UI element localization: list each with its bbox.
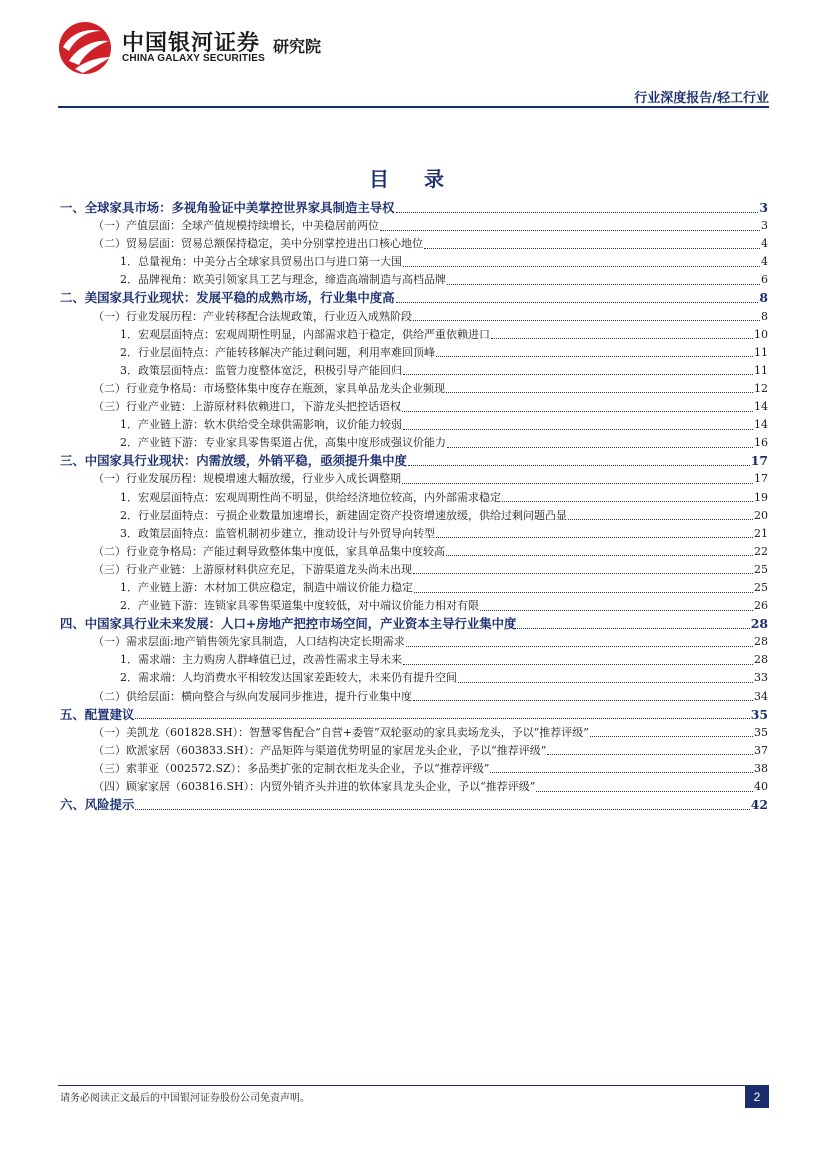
toc-leader-dots [380, 218, 760, 231]
toc-entry-page: 16 [754, 436, 768, 450]
toc-entry[interactable] [60, 253, 768, 271]
toc-leader-dots [424, 236, 760, 249]
toc-entry-text: 1．总量视角：中美分占全球家具贸易出口与进口第一大国 [120, 255, 402, 269]
toc-leader-dots [413, 688, 753, 701]
toc-entry-text: （一）行业发展历程：规模增速大幅放缓，行业步入成长调整期 [93, 472, 401, 486]
logo-chinese-name: 中国银河证券 [122, 31, 261, 56]
toc-entry-text: 五、配置建议 [60, 706, 135, 722]
toc-leader-dots [502, 489, 753, 502]
toc-leader-dots [436, 344, 753, 357]
toc-leader-dots [547, 742, 753, 755]
toc-entry[interactable] [60, 489, 768, 507]
toc-entry-text: 1．宏观层面特点：宏观周期性明显，内部需求趋于稳定，供给严重依赖进口 [120, 327, 490, 341]
toc-entry[interactable] [60, 308, 768, 326]
toc-entry-page: 22 [754, 544, 768, 558]
toc-leader-dots [414, 580, 753, 593]
toc-entry-page: 19 [754, 490, 768, 504]
toc-leader-dots [480, 598, 753, 611]
toc-entry-page: 25 [754, 562, 768, 576]
toc-entry-text: 六、风险提示 [60, 797, 135, 813]
toc-entry-page: 37 [754, 743, 768, 757]
toc-entry[interactable] [60, 688, 768, 706]
toc-entry-text: （三）行业产业链：上游原材料供应充足，下游渠道龙头尚未出现 [93, 562, 412, 576]
toc-entry-page: 26 [754, 599, 768, 613]
toc-leader-dots [447, 272, 760, 285]
toc-entry-page: 35 [754, 725, 768, 739]
toc-entry-text: （三）行业产业链：上游原材料依赖进口，下游龙头把控话语权 [93, 400, 401, 414]
toc-entry[interactable] [60, 543, 768, 561]
table-of-contents [60, 199, 768, 814]
toc-entry-text: 二、美国家具行业现状：发展平稳的成熟市场，行业集中度高 [60, 290, 395, 306]
toc-entry-page: 10 [754, 327, 768, 341]
toc-leader-dots [402, 399, 753, 412]
toc-entry[interactable] [60, 289, 768, 307]
toc-entry-page: 42 [750, 797, 768, 813]
toc-leader-dots [396, 290, 759, 303]
toc-entry[interactable] [60, 760, 768, 778]
toc-entry[interactable] [60, 669, 768, 687]
toc-entry-text: 2．行业层面特点：亏损企业数量加速增长，新建固定资产投资增速放缓，供给过剩问题凸显 [120, 508, 567, 522]
toc-leader-dots [436, 525, 753, 538]
toc-leader-dots [408, 453, 750, 466]
toc-leader-dots [413, 561, 753, 574]
toc-entry-page: 33 [754, 671, 768, 685]
toc-entry-page: 12 [754, 381, 768, 395]
toc-entry-page: 40 [754, 780, 768, 793]
toc-entry-page: 3 [759, 200, 768, 215]
toc-entry-page: 28 [754, 653, 768, 667]
toc-entry[interactable] [60, 742, 768, 760]
toc-leader-dots [135, 706, 749, 719]
toc-entry-text: （二）行业竞争格局：市场整体集中度存在瓶颈，家具单品龙头企业频现 [93, 381, 445, 395]
toc-leader-dots [458, 670, 753, 683]
toc-entry[interactable] [60, 362, 768, 380]
toc-entry-text: 1．产业链上游：软木供给受全球供需影响，议价能力较弱 [120, 418, 402, 432]
toc-entry[interactable] [60, 326, 768, 344]
toc-entry[interactable] [60, 525, 768, 543]
toc-entry-text: （一）产值层面：全球产值规模持续增长，中美稳居前两位 [93, 219, 379, 233]
logo-institute: 研究院 [273, 37, 322, 56]
toc-entry-text: （二）供给层面：横向整合与纵向发展同步推进，提升行业集中度 [93, 689, 412, 703]
toc-entry-text: （四）顾家家居（603816.SH）：内贸外销齐头并进的软体家具龙头企业，予以“推荐评级” [93, 780, 536, 793]
toc-entry-page: 35 [750, 706, 768, 722]
toc-entry[interactable] [60, 416, 768, 434]
toc-entry-text: 2．产业链下游：专业家具零售渠道占优，高集中度形成强议价能力 [120, 436, 446, 450]
header-divider [58, 106, 769, 108]
toc-entry-text: （二）贸易层面：贸易总额保持稳定，美中分别掌控进出口核心地位 [93, 237, 423, 251]
toc-entry[interactable] [60, 199, 768, 217]
toc-entry[interactable] [60, 470, 768, 488]
toc-leader-dots [402, 471, 753, 484]
toc-entry-text: 三、中国家具行业现状：内需放缓，外销平稳，亟须提升集中度 [60, 453, 407, 469]
toc-entry[interactable] [60, 633, 768, 651]
toc-entry-page: 8 [759, 290, 768, 306]
footer-disclaimer: 请务必阅读正文最后的中国银河证券股份公司免责声明。 [60, 1093, 310, 1104]
toc-entry[interactable] [60, 217, 768, 235]
toc-entry-page: 6 [761, 273, 768, 287]
toc-entry-text: （一）需求层面:地产销售领先家具制造，人口结构决定长期需求 [93, 635, 405, 649]
page-number: 2 [745, 1086, 769, 1108]
toc-entry-text: 3．政策层面特点：监管力度整体宽泛，积极引导产能回归 [120, 363, 402, 377]
toc-entry-text: 2．产业链下游：连锁家具零售渠道集中度较低，对中端议价能力相对有限 [120, 599, 479, 613]
toc-entry[interactable] [60, 724, 768, 742]
toc-entry-page: 3 [761, 219, 768, 233]
toc-leader-dots [403, 652, 753, 665]
toc-entry[interactable] [60, 615, 768, 633]
toc-leader-dots [490, 760, 753, 773]
toc-entry-page: 17 [754, 472, 768, 486]
toc-entry[interactable] [60, 706, 768, 724]
toc-leader-dots [403, 362, 753, 375]
toc-entry[interactable] [60, 597, 768, 615]
toc-entry-page: 38 [754, 761, 768, 775]
toc-leader-dots [135, 797, 749, 810]
toc-entry-text: 2．行业层面特点：产能转移解决产能过剩问题，利用率难回顶峰 [120, 345, 435, 359]
toc-entry-page: 4 [761, 255, 768, 269]
toc-entry-text: 1．宏观层面特点：宏观周期性尚不明显，供给经济地位较高，内外部需求稳定 [120, 490, 501, 504]
toc-leader-dots [447, 435, 753, 448]
toc-entry[interactable] [60, 434, 768, 452]
toc-leader-dots [590, 724, 753, 737]
toc-entry[interactable] [60, 452, 768, 470]
toc-entry-text: （二）行业竞争格局：产能过剩导致整体集中度低，家具单品集中度较高 [93, 544, 445, 558]
toc-entry-page: 25 [754, 580, 768, 594]
toc-leader-dots [403, 254, 760, 267]
toc-entry[interactable] [60, 398, 768, 416]
toc-entry-page: 17 [750, 453, 768, 469]
toc-entry[interactable] [60, 651, 768, 669]
toc-entry-text: 3．政策层面特点：监管机制初步建立，推动设计与外贸导向转型 [120, 526, 435, 540]
toc-entry-page: 11 [754, 363, 768, 377]
toc-entry-page: 21 [754, 526, 768, 540]
toc-entry[interactable] [60, 561, 768, 579]
toc-title: 目 录 [369, 167, 458, 191]
toc-leader-dots [406, 634, 753, 647]
toc-leader-dots [446, 543, 753, 556]
toc-entry[interactable] [60, 235, 768, 253]
toc-entry-text: 四、中国家具行业未来发展：人口+房地产把控市场空间，产业资本主导行业集中度 [60, 616, 517, 632]
toc-entry-page: 28 [750, 616, 768, 632]
toc-entry-page: 28 [754, 635, 768, 649]
toc-entry[interactable] [60, 796, 768, 814]
toc-entry[interactable] [60, 271, 768, 289]
report-type: 行业深度报告/轻工行业 [634, 91, 769, 106]
toc-entry-text: 一、全球家具市场：多视角验证中美掌控世界家具制造主导权 [60, 200, 395, 215]
toc-entry-text: （一）行业发展历程：产业转移配合法规政策，行业迈入成熟阶段 [93, 309, 412, 323]
galaxy-logo-icon [55, 17, 115, 77]
page-header [0, 0, 827, 110]
toc-leader-dots [413, 308, 760, 321]
toc-entry-page: 8 [761, 309, 768, 323]
toc-leader-dots [536, 779, 753, 792]
toc-leader-dots [403, 417, 753, 430]
footer-divider [58, 1085, 769, 1086]
toc-entry-text: （三）索菲亚（002572.SZ）：多品类扩张的定制衣柜龙头企业，予以“推荐评级” [93, 761, 490, 775]
logo-english-name: CHINA GALAXY SECURITIES [122, 53, 265, 64]
toc-leader-dots [491, 326, 753, 339]
toc-leader-dots [517, 616, 749, 629]
toc-entry[interactable] [60, 579, 768, 597]
toc-entry[interactable] [60, 507, 768, 525]
toc-entry-text: 1．需求端：主力购房人群峰值已过，改善性需求主导未来 [120, 653, 402, 667]
toc-entry-text: （二）欧派家居（603833.SH）：产品矩阵与渠道优势明显的家居龙头企业，予以“推荐评级” [93, 743, 547, 757]
toc-leader-dots [446, 380, 753, 393]
toc-entry-page: 4 [761, 237, 768, 251]
toc-entry-page: 34 [754, 689, 768, 703]
toc-entry-page: 20 [754, 508, 768, 522]
toc-leader-dots [568, 507, 753, 520]
toc-entry[interactable] [60, 778, 768, 796]
toc-leader-dots [396, 200, 759, 213]
toc-entry[interactable] [60, 344, 768, 362]
toc-entry-page: 11 [754, 345, 768, 359]
toc-entry-text: （一）美凯龙（601828.SH）：智慧零售配合“自营+委管”双轮驱动的家具卖场龙头，予以“推荐评级” [93, 725, 589, 739]
toc-entry-text: 2．需求端：人均消费水平相较发达国家差距较大，未来仍有提升空间 [120, 671, 457, 685]
toc-entry-text: 1．产业链上游：木材加工供应稳定，制造中端议价能力稳定 [120, 580, 413, 594]
toc-entry[interactable] [60, 380, 768, 398]
toc-entry-text: 2．品牌视角：欧美引领家具工艺与理念，缔造高端制造与高档品牌 [120, 273, 446, 287]
toc-entry-page: 14 [754, 400, 768, 414]
toc-entry-page: 14 [754, 418, 768, 432]
